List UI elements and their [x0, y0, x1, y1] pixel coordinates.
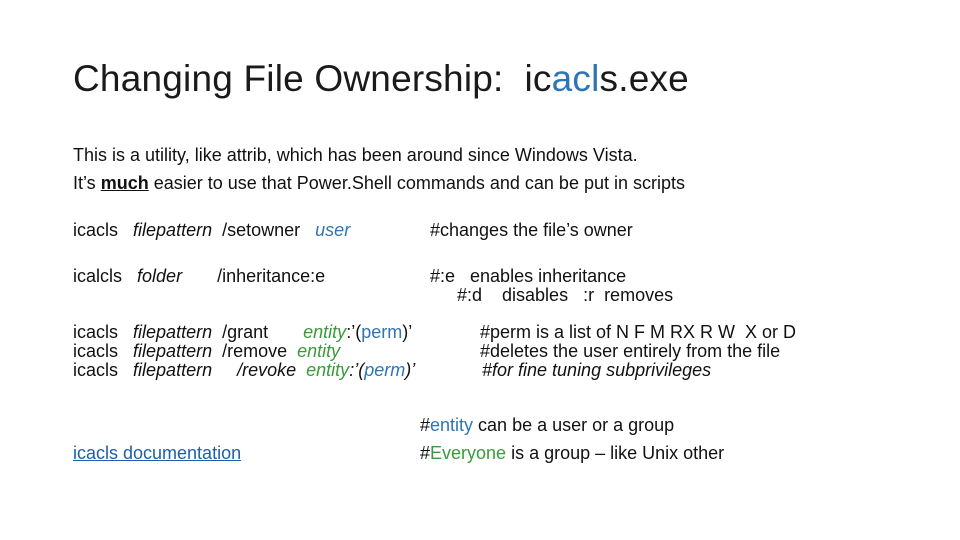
- icacls-documentation-link[interactable]: icacls documentation: [73, 443, 242, 463]
- inheritance-command: [73, 266, 325, 287]
- remove-cmd: icacls: [73, 341, 119, 361]
- intro-line-1: This is a utility, like attrib, which has been around since Windows Vista.: [73, 145, 638, 165]
- title-text-acl: acl: [551, 58, 600, 99]
- note-everyone-rest: is a group – like Unix other: [506, 443, 725, 463]
- grant-command: [73, 322, 412, 343]
- remove-command: [73, 341, 340, 362]
- revoke-perm: perm: [364, 360, 406, 380]
- remove-pattern: filepattern: [133, 341, 213, 361]
- remove-comment: #deletes the user entirely from the file: [480, 341, 781, 361]
- inheritance-comment-2: #:d disables :r removes: [457, 285, 674, 305]
- intro-line-2-end: easier to use that Power.Shell commands and can be put in scripts: [148, 173, 685, 193]
- revoke-comment: #for fine tuning subprivileges: [482, 360, 712, 380]
- note-everyone: [420, 443, 724, 464]
- note-entity-hash: #: [420, 415, 431, 435]
- revoke-mid: :’(: [349, 360, 365, 380]
- revoke-pattern: filepattern: [133, 360, 213, 380]
- setowner-cmd: icacls: [73, 220, 119, 240]
- intro-much: much: [100, 173, 149, 193]
- intro-line-2: [73, 173, 685, 194]
- grant-entity: entity: [303, 322, 347, 342]
- revoke-flag: /revoke: [237, 360, 297, 380]
- grant-mid: :’(: [346, 322, 362, 342]
- revoke-command: [73, 360, 415, 381]
- grant-comment: #perm is a list of N F M RX R W X or D: [480, 322, 797, 342]
- setowner-comment: #changes the file’s owner: [430, 220, 633, 240]
- setowner-flag: /setowner: [222, 220, 301, 240]
- slide-title: [73, 58, 689, 100]
- note-entity: [420, 415, 674, 436]
- title-text-start: Changing File Ownership: ic: [73, 58, 552, 99]
- inheritance-folder: folder: [137, 266, 183, 286]
- grant-end: )’: [402, 322, 413, 342]
- title-text-end: s.exe: [599, 58, 689, 99]
- note-everyone-word: Everyone: [430, 443, 507, 463]
- inheritance-flag: /inheritance:e: [217, 266, 326, 286]
- grant-cmd: icacls: [73, 322, 119, 342]
- setowner-pattern: filepattern: [133, 220, 213, 240]
- note-entity-rest: can be a user or a group: [473, 415, 675, 435]
- remove-flag: /remove: [222, 341, 288, 361]
- revoke-entity: entity: [306, 360, 350, 380]
- remove-entity: entity: [297, 341, 341, 361]
- note-entity-word: entity: [430, 415, 474, 435]
- setowner-command: [73, 220, 350, 241]
- inheritance-comment-1: #:e enables inheritance: [430, 266, 627, 286]
- grant-pattern: filepattern: [133, 322, 213, 342]
- note-everyone-hash: #: [420, 443, 431, 463]
- grant-flag: /grant: [222, 322, 269, 342]
- revoke-end: )’: [405, 360, 416, 380]
- inheritance-cmd: icalcls: [73, 266, 123, 286]
- grant-perm: perm: [361, 322, 403, 342]
- setowner-user: user: [315, 220, 351, 240]
- intro-line-2-start: It’s: [73, 173, 101, 193]
- revoke-cmd: icacls: [73, 360, 119, 380]
